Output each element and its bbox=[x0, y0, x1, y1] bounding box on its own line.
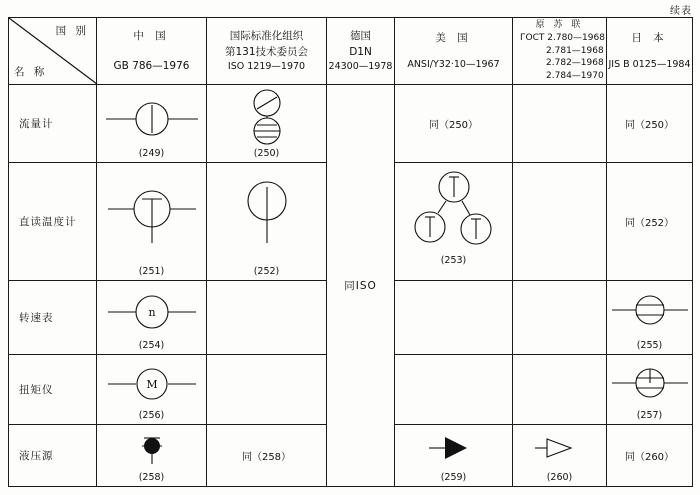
header-col-china bbox=[97, 18, 207, 85]
symbol-number: (249) bbox=[138, 148, 165, 159]
cell-thermometer-china bbox=[97, 163, 207, 281]
table-header-row bbox=[9, 18, 693, 85]
cell-din-same-as-iso bbox=[327, 85, 395, 487]
header-standard-gost-3: 2.782—1968 bbox=[546, 58, 604, 69]
symbol-flowmeter-icon bbox=[104, 99, 200, 139]
cell-torque-china bbox=[97, 355, 207, 425]
cell-flowmeter-iso bbox=[207, 85, 327, 163]
symbol-tacho-icon bbox=[104, 292, 200, 332]
header-standard-iso: ISO 1219—1970 bbox=[227, 61, 306, 73]
symbol-number: (255) bbox=[636, 340, 663, 351]
cell-tachometer-usa bbox=[395, 281, 513, 355]
symbol-thermometer-cn-icon bbox=[104, 185, 200, 247]
header-country-iso-2: 第131技术委员会 bbox=[224, 45, 309, 58]
symbol-number: (252) bbox=[253, 266, 280, 277]
header-corner-cell bbox=[9, 18, 97, 85]
symbol-tri-open-icon bbox=[533, 433, 587, 463]
cell-thermometer-japan bbox=[607, 163, 693, 281]
header-standard-china: GB 786—1976 bbox=[113, 60, 190, 72]
continued-label: 续表 bbox=[670, 6, 692, 17]
cell-tachometer-iso bbox=[207, 281, 327, 355]
header-standard-jis: JIS B 0125—1984 bbox=[608, 59, 691, 70]
header-col-usa bbox=[395, 18, 513, 85]
cell-thermometer-usa bbox=[395, 163, 513, 281]
symbol-number: (250) bbox=[253, 148, 280, 159]
cell-tachometer-ussr bbox=[513, 281, 607, 355]
symbol-number: (254) bbox=[138, 340, 165, 351]
symbol-number: (260) bbox=[546, 472, 573, 483]
row-name-thermometer: 直读温度计 bbox=[9, 163, 97, 281]
row-name-flowmeter: 流量计 bbox=[9, 85, 97, 163]
cell-source-usa bbox=[395, 425, 513, 487]
cell-source-ussr bbox=[513, 425, 607, 487]
symbol-letter: M bbox=[145, 377, 158, 391]
cell-flowmeter-china bbox=[97, 85, 207, 163]
symbol-source-icon bbox=[122, 432, 182, 466]
same-as-text: 同（260） bbox=[624, 452, 675, 463]
header-standard-ansi: ANSI/Y32·10—1967 bbox=[407, 59, 500, 70]
same-as-text: 同（250） bbox=[624, 120, 675, 131]
cell-flowmeter-japan bbox=[607, 85, 693, 163]
cell-torque-ussr bbox=[513, 355, 607, 425]
cell-source-china bbox=[97, 425, 207, 487]
cell-tachometer-japan bbox=[607, 281, 693, 355]
symbol-number: (253) bbox=[440, 255, 467, 266]
cell-tachometer-china bbox=[97, 281, 207, 355]
cell-torque-usa bbox=[395, 355, 513, 425]
symbol-tacho-jis-icon bbox=[610, 290, 690, 330]
header-standard-din: 24300—1978 bbox=[328, 61, 393, 73]
symbol-number: (259) bbox=[440, 472, 467, 483]
header-country-germany: 德国 bbox=[350, 29, 371, 42]
table-row bbox=[9, 85, 693, 163]
symbol-thermometer-iso-icon bbox=[232, 179, 302, 249]
symbol-torque-jis-icon bbox=[610, 362, 690, 404]
row-name-torque: 扭矩仪 bbox=[9, 355, 97, 425]
symbol-thermometer-us-icon bbox=[402, 171, 506, 253]
header-country-china: 中 国 bbox=[133, 29, 170, 42]
cell-torque-japan bbox=[607, 355, 693, 425]
cell-source-japan bbox=[607, 425, 693, 487]
symbol-flowmeter-iso-icon bbox=[235, 89, 299, 145]
symbol-number: (257) bbox=[636, 410, 663, 421]
symbol-letter: n bbox=[147, 305, 156, 319]
header-country-germany-2: D1N bbox=[349, 45, 372, 58]
header-col-japan bbox=[607, 18, 693, 85]
header-standard-gost-2: 2.781—1968 bbox=[546, 45, 604, 56]
din-same-note: 同ISO bbox=[344, 280, 377, 292]
header-label-name: 名 称 bbox=[14, 66, 48, 78]
row-name-source: 液压源 bbox=[9, 425, 97, 487]
symbol-tri-filled-icon bbox=[427, 433, 481, 463]
header-country-iso: 国际标准化组织 bbox=[229, 29, 304, 42]
cell-thermometer-iso bbox=[207, 163, 327, 281]
header-country-usa: 美 国 bbox=[435, 31, 472, 44]
cell-flowmeter-ussr bbox=[513, 85, 607, 163]
same-as-text: 同（258） bbox=[241, 452, 292, 463]
header-standard-gost-1: ГОСТ 2.780—1968 bbox=[520, 32, 605, 43]
header-col-iso bbox=[207, 18, 327, 85]
cell-torque-iso bbox=[207, 355, 327, 425]
symbol-number: (251) bbox=[138, 266, 165, 277]
row-name-tachometer: 转速表 bbox=[9, 281, 97, 355]
same-as-text: 同（252） bbox=[624, 218, 675, 229]
cell-source-iso bbox=[207, 425, 327, 487]
symbol-torque-icon bbox=[104, 364, 200, 404]
header-country-ussr: 原 苏 联 bbox=[535, 20, 584, 31]
header-country-japan: 日 本 bbox=[631, 31, 668, 44]
symbols-table bbox=[8, 17, 693, 487]
header-label-country: 国 别 bbox=[55, 25, 89, 37]
cell-flowmeter-usa bbox=[395, 85, 513, 163]
same-as-text: 同（250） bbox=[428, 120, 479, 131]
header-col-ussr bbox=[513, 18, 607, 85]
symbol-number: (258) bbox=[138, 472, 165, 483]
symbol-number: (256) bbox=[138, 410, 165, 421]
header-standard-gost-4: 2.784—1970 bbox=[546, 71, 604, 82]
header-col-din bbox=[327, 18, 395, 85]
cell-thermometer-ussr bbox=[513, 163, 607, 281]
